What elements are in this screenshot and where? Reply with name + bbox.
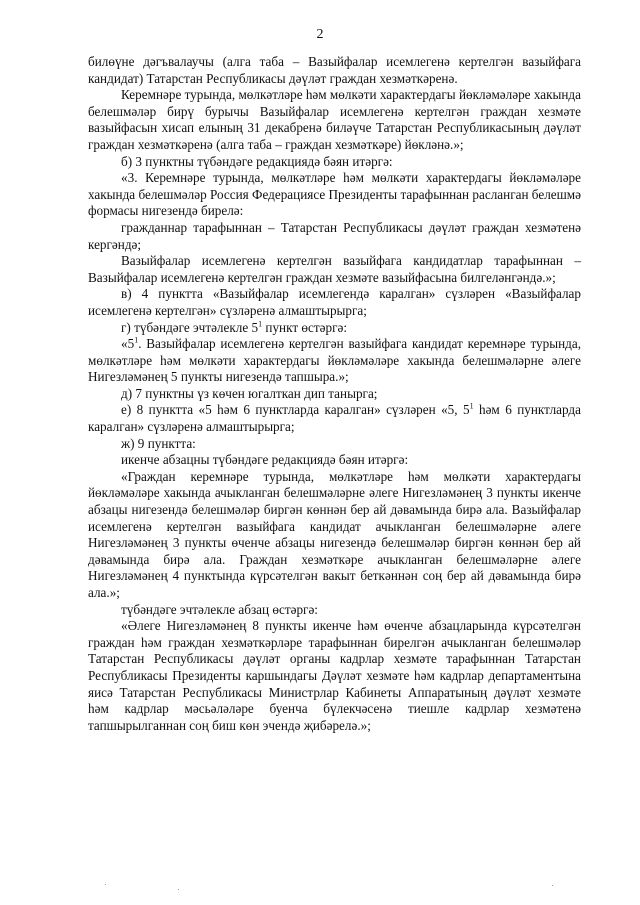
superscript: 1 bbox=[469, 402, 474, 412]
paragraph: б) 3 пунктны түбәндәге редакциядә бәян итәргә: bbox=[121, 153, 393, 169]
paragraph-text: г) түбәндәге эчтәлекле 5 bbox=[121, 319, 259, 335]
paragraph: Керемнәре турында, мөлкәтләре һәм мөлкәти характердагы йөкләмәләре хакында белешмәләр бирү бурычы Вазыйфалар исемлегенә кертелгән граждан хезмәте вазыйфасын хисап елының 31 декабренә биләүче Татарстан Республикасының дәүләт граждан хезмәткәренә (алга таба – граждан хезмәткәре) йөкләнә.»; bbox=[88, 87, 581, 152]
paragraph bbox=[88, 402, 581, 435]
paragraph: «3. Керемнәре турында, мөлкәтләре һәм мөлкәти характердагы йөкләмәләре хакында белешмәләр Россия Федерациясе Президенты тарафыннан расланган белешмә формасы нигезендә бирелә: bbox=[88, 170, 581, 219]
paragraph: «Әлеге Нигезләмәнең 8 пункты икенче һәм өченче абзацларында күрсәтелгән граждан һәм граждан хезмәткәрләре тарафыннан бирелгән ачыкланган белешмәләр Татарстан Республикасы дәүләт органы кадрлар хезмәте тарафыннан Татарстан Республикасы Президенты каршындагы Дәүләт хезмәте һәм кадрлар департаментына яисә Татарстан Республикасы Министрлар Кабинеты Аппаратының дәүләт хезмәте һәм кадрлар мәсьәләләре буенча бүлекчәсенә тиешле кадрлар хезмәтенә тапшырылганнан соң биш көн эчендә җибәрелә.»; bbox=[88, 618, 581, 733]
scan-speck bbox=[178, 889, 179, 890]
paragraph: в) 4 пунктта «Вазыйфалар исемлегендә каралган» сүзләрен «Вазыйфалар исемлегенә кертелгән» сүзләренә алмаштырырга; bbox=[88, 286, 581, 318]
paragraph: гражданнар тарафыннан – Татарстан Республикасы дәүләт граждан хезмәтенә кергәндә; bbox=[88, 219, 581, 252]
paragraph: икенче абзацны түбәндәге редакциядә бәян итәргә: bbox=[121, 452, 409, 468]
paragraph bbox=[88, 336, 581, 386]
scan-speck bbox=[105, 884, 106, 885]
page-number: 2 bbox=[316, 27, 324, 42]
paragraph: түбәндәге эчтәлекле абзац өстәргә: bbox=[121, 601, 318, 617]
paragraph: билөүне дәгъвалаучы (алга таба – Вазыйфалар исемлегенә кертелгән вазыйфага кандидат) Татарстан Республикасы дәүләт граждан хезмәткәренә. bbox=[88, 54, 581, 86]
paragraph-text: е) 8 пунктта «5 һәм 6 пунктларда каралган» сүзләрен «5, 5 bbox=[121, 402, 470, 418]
paragraph-text: «5 bbox=[121, 336, 135, 352]
paragraph bbox=[88, 320, 581, 337]
superscript: 1 bbox=[134, 335, 139, 345]
paragraph-text: һәм 6 пунктларда каралган» сүзләренә алмаштырырга; bbox=[88, 402, 581, 435]
superscript: 1 bbox=[258, 319, 263, 329]
scan-speck bbox=[552, 885, 553, 886]
paragraph-text: . Вазыйфалар исемлегенә кертелгән вазыйфага кандидат керемнәре турында, мөлкәтләре һәм мөлкәти характердагы йөкләмәләре хакында белешмәләрне әлеге Нигезләмәнең 5 пункты нигезендә тапшыра.»; bbox=[88, 336, 581, 385]
paragraph: Вазыйфалар исемлегенә кертелгән вазыйфага кандидатлар тарафыннан – Вазыйфалар исемлегенә кертелгән граждан хезмәте вазыйфасына билгеләнгәндә.»; bbox=[88, 253, 581, 285]
paragraph: «Граждан керемнәре турында, мөлкәтләре һәм мөлкәти характердагы йөкләмәләре хакында ачыкланган белешмәләрне әлеге Нигезләмәнең 3 пункты икенче абзацы нигезендә белешмәләр биргән көннән бер ай дәвамында бирә ала. Вазыйфалар исемлегенә кертелгән вазыйфага кандидат ачыкланган белешмәләрне әлеге Нигезләмәнең 3 пункты өченче абзацы нигезендә белешмәләр биргән көннән бер ай дәвамында бирә ала. Граждан хезмәткәре ачыкланган белешмәләрне әлеге Нигезләмәнең 4 пунктында күрсәтелгән вакыт беткәннән соң бер ай дәвамында бирә ала.»; bbox=[88, 468, 581, 600]
paragraph: ж) 9 пунктта: bbox=[121, 435, 196, 451]
document-body bbox=[88, 54, 581, 734]
paragraph-text: пункт өстәргә: bbox=[262, 319, 347, 335]
paragraph: д) 7 пунктны үз көчен югалткан дип танырга; bbox=[121, 385, 378, 401]
